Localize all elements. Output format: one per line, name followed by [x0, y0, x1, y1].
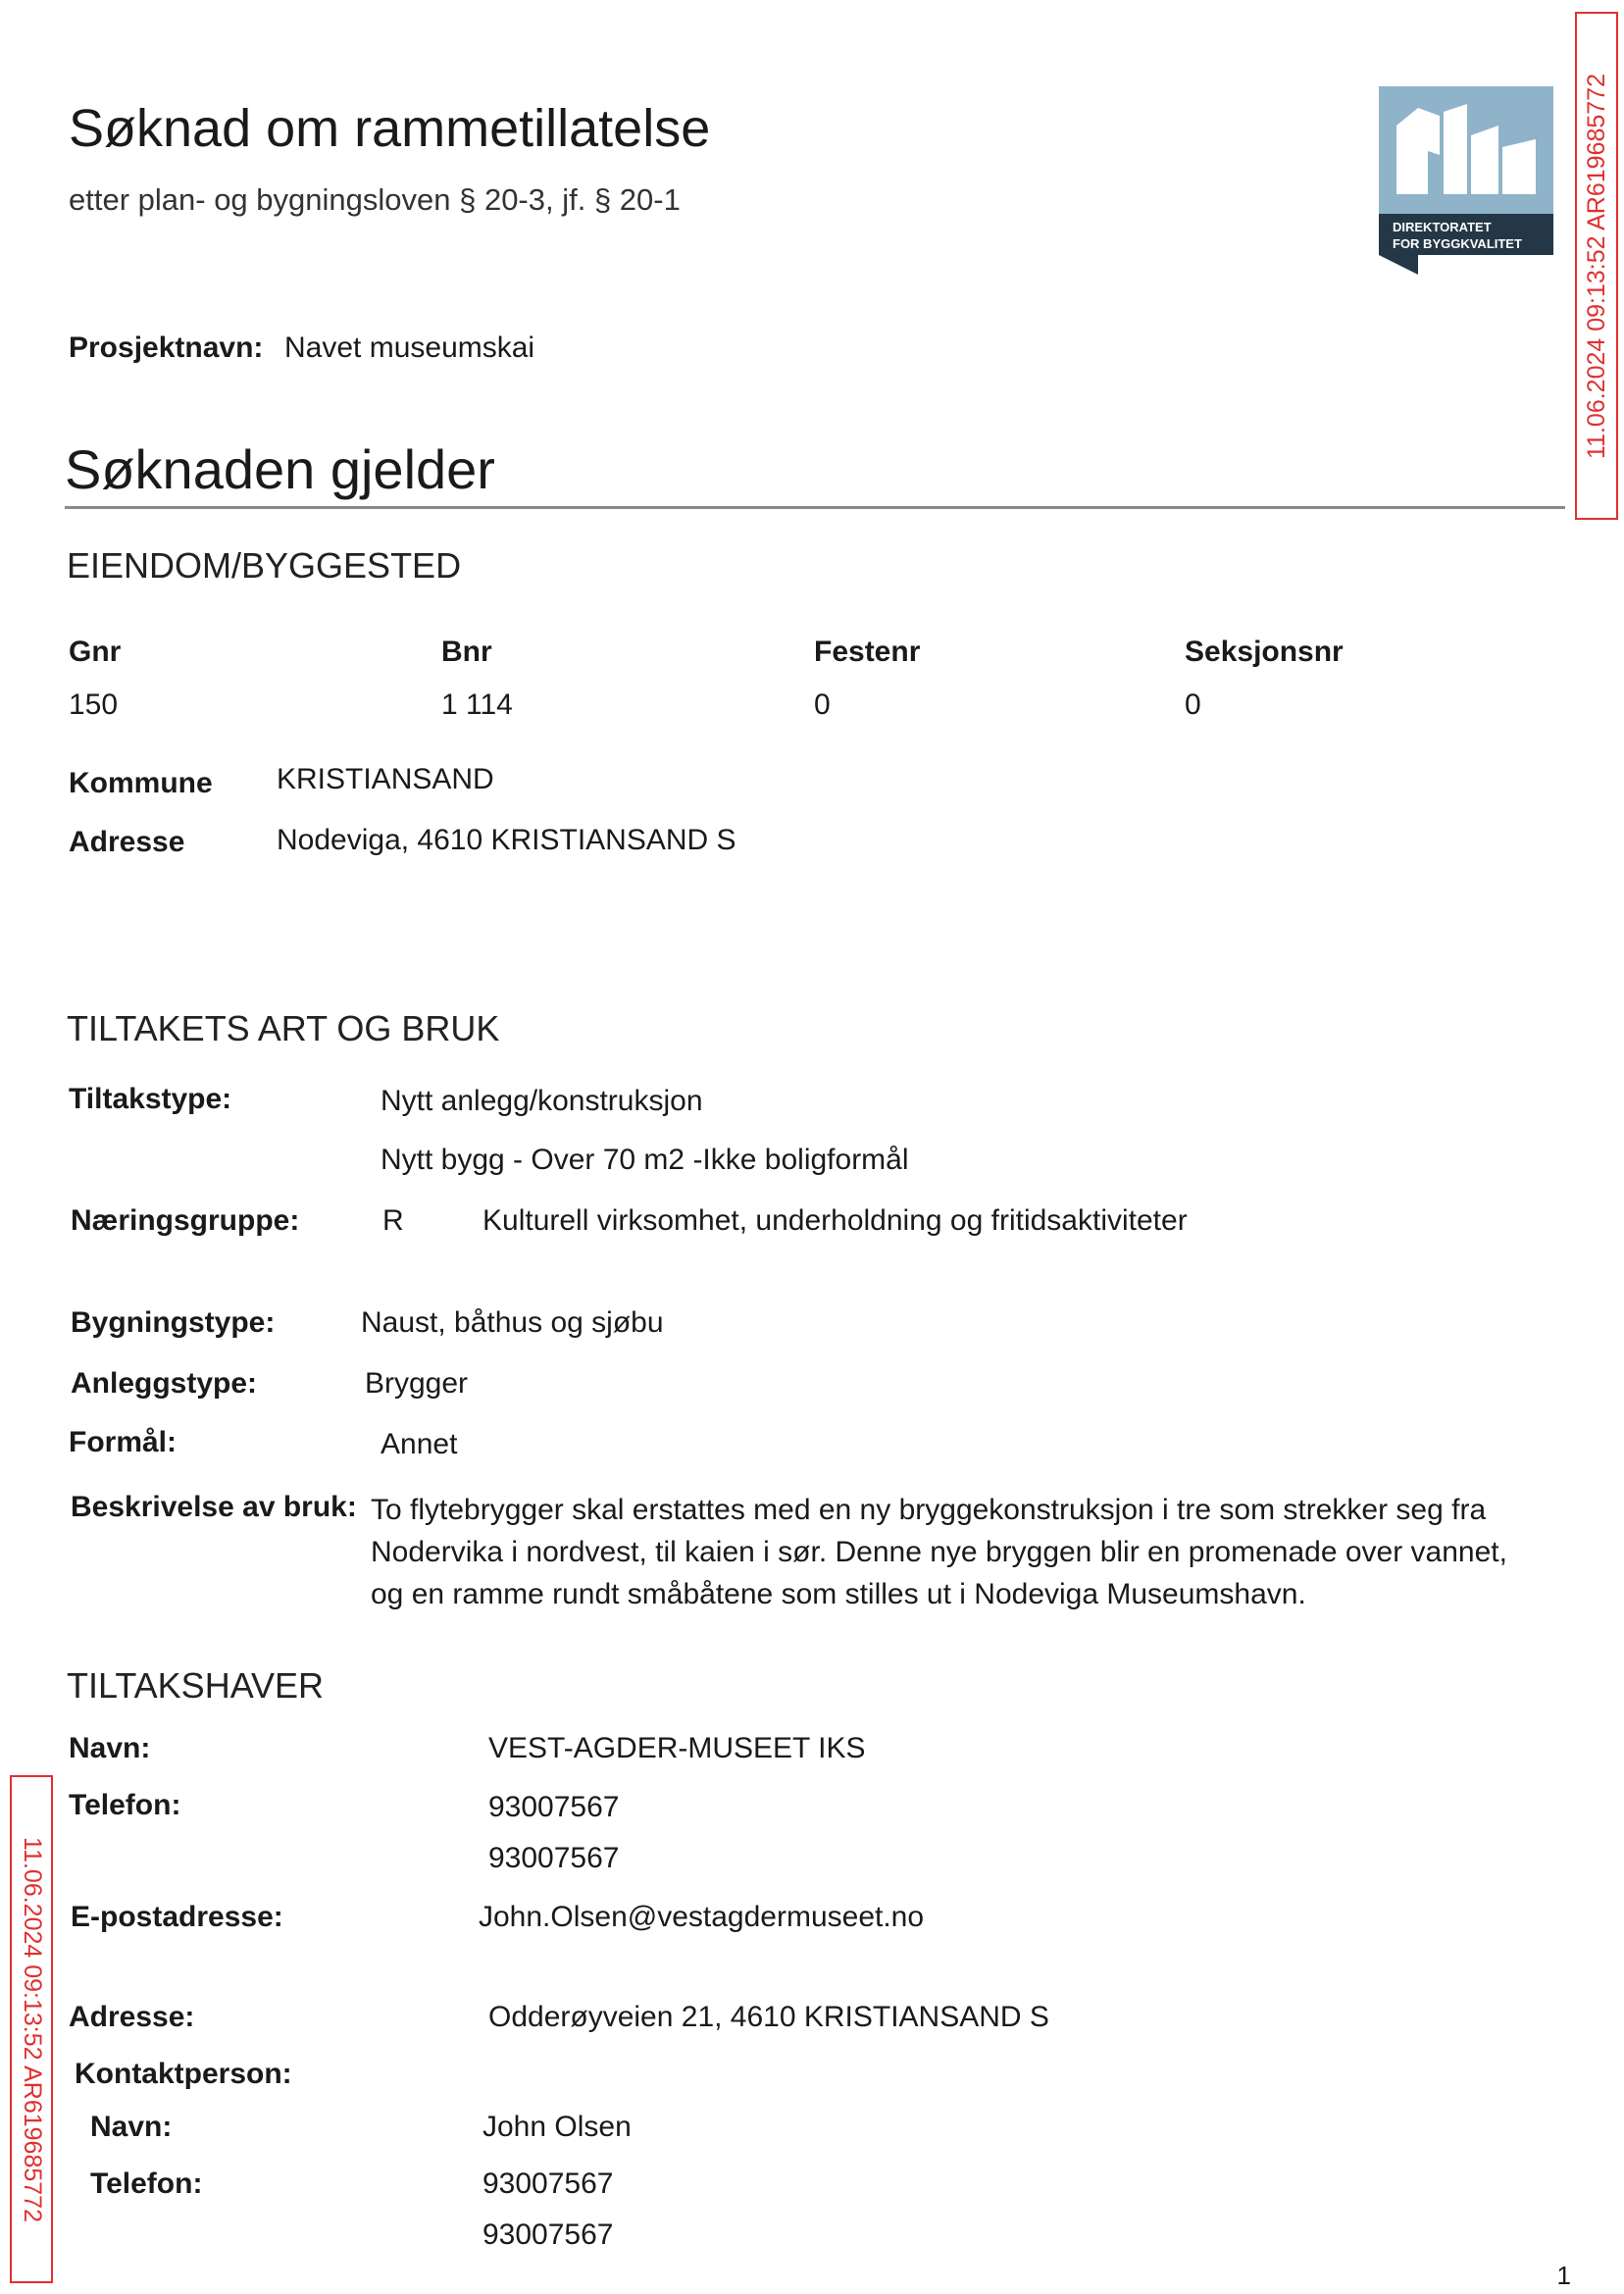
tiltakstype-value-2: Nytt bygg - Over 70 m2 -Ikke boligformål [381, 1144, 909, 1176]
naeringsgruppe-value: Kulturell virksomhet, underholdning og fritidsaktiviteter [482, 1204, 1188, 1237]
bygningstype-value: Naust, båthus og sjøbu [361, 1306, 664, 1339]
timestamp-stamp-top: 11.06.2024 09:13:52 AR619685772 [1575, 12, 1618, 520]
tiltakshaver-heading: TILTAKSHAVER [67, 1665, 325, 1706]
document-subtitle: etter plan- og bygningsloven § 20-3, jf. § 20-1 [69, 182, 681, 217]
kontakt-telefon-label: Telefon: [90, 2167, 203, 2200]
logo-text-line2: FOR BYGGKVALITET [1393, 236, 1522, 251]
festenr-value: 0 [814, 688, 831, 721]
kontakt-telefon-value-1: 93007567 [482, 2167, 614, 2200]
festenr-label: Festenr [814, 636, 921, 668]
kommune-value: KRISTIANSAND [277, 763, 494, 795]
anleggstype-label: Anleggstype: [71, 1367, 258, 1400]
bygningstype-label: Bygningstype: [71, 1306, 276, 1339]
project-name-label: Prosjektnavn: [69, 331, 264, 364]
logo-text-line1: DIREKTORATET [1393, 220, 1492, 234]
beskrivelse-value: To flytebrygger skal erstattes med en ny bryggekonstruksjon i tre som strekker seg fra Nodervika i nordvest, til kaien i sør. Denne nye bryggen blir en promenade over vannet, og en ramme rundt småbåtene som stilles ut i Nodeviga Museumshavn. [371, 1494, 1507, 1610]
dibk-logo [1379, 86, 1553, 275]
tiltakshaver-adresse-value: Odderøyveien 21, 4610 KRISTIANSAND S [488, 2001, 1049, 2033]
tiltak-heading: TILTAKETS ART OG BRUK [67, 1008, 500, 1048]
beskrivelse-label: Beskrivelse av bruk: [71, 1491, 357, 1523]
gnr-label: Gnr [69, 636, 122, 668]
anleggstype-value: Brygger [365, 1367, 469, 1400]
kontakt-navn-label: Navn: [90, 2111, 173, 2143]
project-name-value: Navet museumskai [284, 331, 535, 364]
tiltakshaver-telefon-value-1: 93007567 [488, 1791, 620, 1823]
tiltakshaver-telefon-label: Telefon: [69, 1789, 181, 1821]
page-number: 1 [1556, 2261, 1571, 2290]
eiendom-heading: EIENDOM/BYGGESTED [67, 545, 462, 586]
adresse-value: Nodeviga, 4610 KRISTIANSAND S [277, 824, 736, 856]
bnr-label: Bnr [441, 636, 492, 668]
naeringsgruppe-label: Næringsgruppe: [71, 1204, 300, 1237]
kontaktperson-label: Kontaktperson: [75, 2058, 292, 2090]
tiltakstype-value-1: Nytt anlegg/konstruksjon [381, 1085, 703, 1117]
kommune-label: Kommune [69, 767, 213, 799]
epost-value: John.Olsen@vestagdermuseet.no [479, 1901, 925, 1933]
formal-value: Annet [381, 1428, 458, 1460]
formal-label: Formål: [69, 1426, 178, 1458]
seksjonsnr-value: 0 [1185, 688, 1201, 721]
kontakt-telefon-value-2: 93007567 [482, 2218, 614, 2251]
document-title: Søknad om rammetillatelse [69, 99, 711, 158]
adresse-label: Adresse [69, 826, 185, 858]
section-divider [65, 506, 1565, 509]
timestamp-stamp-side: 11.06.2024 09:13:52 AR619685772 [10, 1775, 53, 2283]
gnr-value: 150 [69, 688, 119, 721]
tiltakshaver-navn-value: VEST-AGDER-MUSEET IKS [488, 1732, 866, 1764]
tiltakstype-label: Tiltakstype: [69, 1083, 232, 1115]
tiltakshaver-adresse-label: Adresse: [69, 2001, 195, 2033]
epost-label: E-postadresse: [71, 1901, 283, 1933]
kontakt-navn-value: John Olsen [482, 2111, 632, 2143]
naeringsgruppe-code: R [382, 1204, 404, 1237]
section-title: Søknaden gjelder [65, 438, 495, 500]
tiltakshaver-navn-label: Navn: [69, 1732, 151, 1764]
bnr-value: 1 114 [441, 688, 513, 721]
tiltakshaver-telefon-value-2: 93007567 [488, 1842, 620, 1874]
seksjonsnr-label: Seksjonsnr [1185, 636, 1344, 668]
